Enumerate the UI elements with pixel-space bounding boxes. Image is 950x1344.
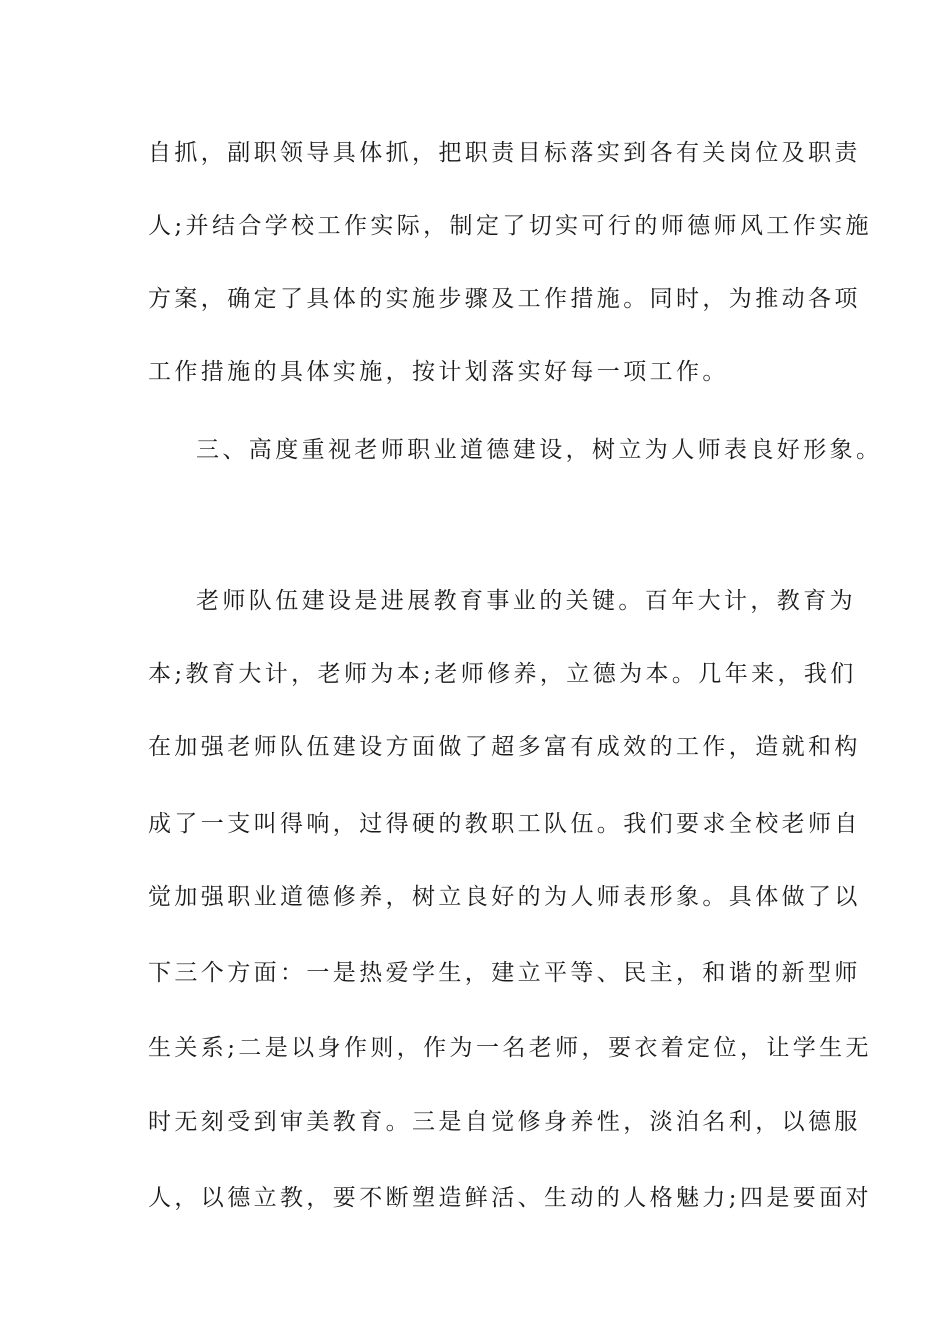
paragraph-1-line-1: 自抓，副职领导具体抓，把职责目标落实到各有关岗位及职责 xyxy=(148,140,861,166)
section-heading-3: 三、高度重视老师职业道德建设，树立为人师表良好形象。 xyxy=(196,437,883,463)
paragraph-2-line-1: 老师队伍建设是进展教育事业的关键。百年大计，教育为 xyxy=(196,588,856,614)
paragraph-2-line-3: 在加强老师队伍建设方面做了超多富有成效的工作，造就和构 xyxy=(148,734,861,760)
paragraph-2-line-7: 生关系;二是以身作则，作为一名老师，要衣着定位，让学生无 xyxy=(148,1035,872,1061)
paragraph-1-line-2: 人;并结合学校工作实际，制定了切实可行的师德师风工作实施 xyxy=(148,213,872,239)
paragraph-1-line-3: 方案，确定了具体的实施步骤及工作措施。同时，为推动各项 xyxy=(148,286,861,312)
paragraph-2-line-2: 本;教育大计，老师为本;老师修养，立德为本。几年来，我们 xyxy=(148,661,857,687)
paragraph-2-line-8: 时无刻受到审美教育。三是自觉修身养性，淡泊名利，以德服 xyxy=(148,1109,861,1135)
paragraph-2-line-9: 人，以德立教，要不断塑造鲜活、生动的人格魅力;四是要面对 xyxy=(148,1185,872,1211)
paragraph-2-line-4: 成了一支叫得响，过得硬的教职工队伍。我们要求全校老师自 xyxy=(148,811,861,837)
paragraph-2-line-5: 觉加强职业道德修养，树立良好的为人师表形象。具体做了以 xyxy=(148,884,861,910)
paragraph-1-line-4: 工作措施的具体实施，按计划落实好每一项工作。 xyxy=(148,359,729,385)
paragraph-2-line-6: 下三个方面：一是热爱学生，建立平等、民主，和谐的新型师 xyxy=(148,960,861,986)
